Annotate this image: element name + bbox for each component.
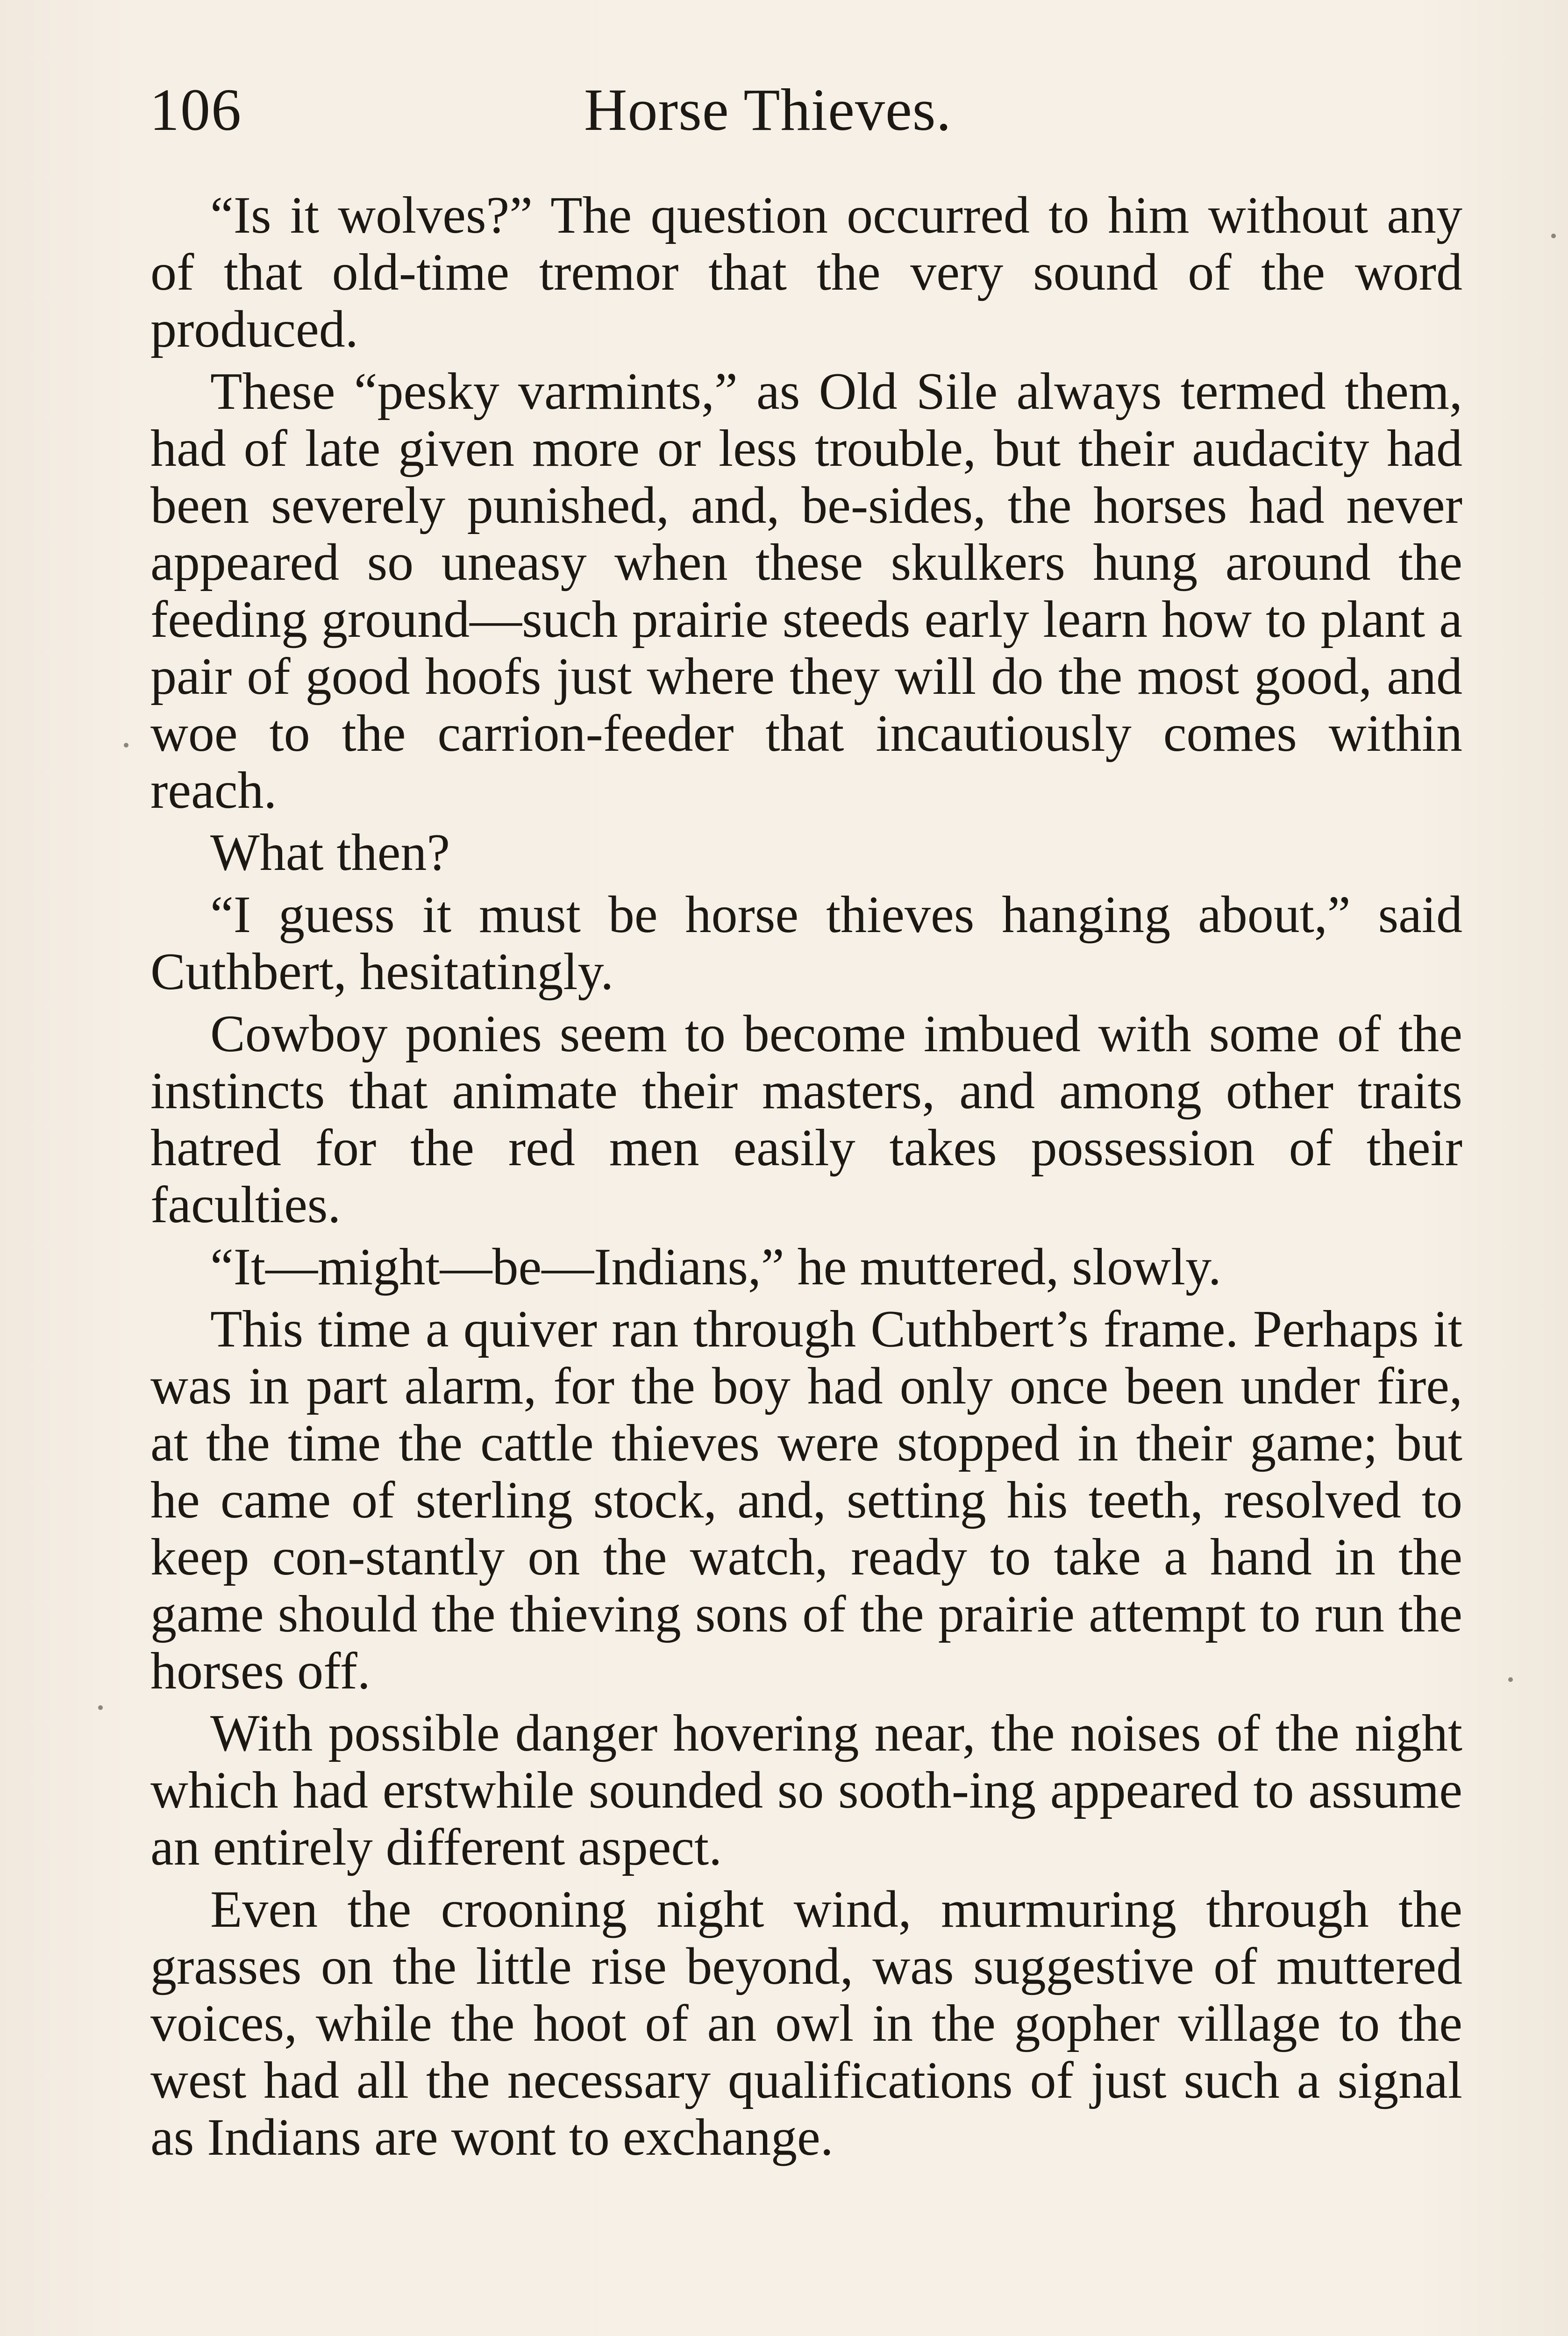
paragraph: “Is it wolves?” The question occurred to him without any of that old-time tremor that the very sound of the word produced.	[150, 186, 1462, 358]
paragraph: These “pesky varmints,” as Old Sile always termed them, had of late given more or less trouble, but their audacity had been severely punished, and, be-sides, the horses had never appeared so uneasy when these skulkers hung around the feeding ground—such prairie steeds early learn how to plant a pair of good hoofs just where they will do the most good, and woe to the carrion-feeder that incautiously comes within reach.	[150, 363, 1462, 819]
running-head: Horse Thieves.	[584, 77, 952, 143]
body-text	[150, 187, 1462, 2171]
paper-speck	[98, 1705, 103, 1710]
paragraph: With possible danger hovering near, the noises of the night which had erstwhile sounded so sooth-ing appeared to assume an entirely different aspect.	[150, 1704, 1462, 1876]
paragraph: What then?	[210, 824, 450, 882]
paragraph: Cowboy ponies seem to become imbued with some of the instincts that animate their masters, and among other traits hatred for the red men easily takes possession of their faculties.	[150, 1005, 1462, 1234]
paragraph: “It—might—be—Indians,” he muttered, slowly.	[210, 1238, 1221, 1296]
paper-speck	[1551, 234, 1556, 238]
paragraph: Even the crooning night wind, murmuring through the grasses on the little rise beyond, was suggestive of muttered voices, while the hoot of an owl in the gopher village to the west had all the necessary qualifications of just such a signal as Indians are wont to exchange.	[150, 1880, 1462, 2166]
paper-speck	[1508, 1677, 1513, 1682]
paragraph: This time a quiver ran through Cuthbert’s frame. Perhaps it was in part alarm, for the boy had only once been under fire, at the time the cattle thieves were stopped in their game; but he came of sterling stock, and, setting his teeth, resolved to keep con-stantly on the watch, ready to take a hand in the game should the thieving sons of the prairie attempt to run the horses off.	[150, 1300, 1462, 1700]
page-header	[150, 70, 1458, 150]
paragraph: “I guess it must be horse thieves hanging about,” said Cuthbert, hesitatingly.	[150, 886, 1462, 1001]
page-number: 106	[150, 77, 242, 143]
paper-speck	[124, 743, 128, 748]
